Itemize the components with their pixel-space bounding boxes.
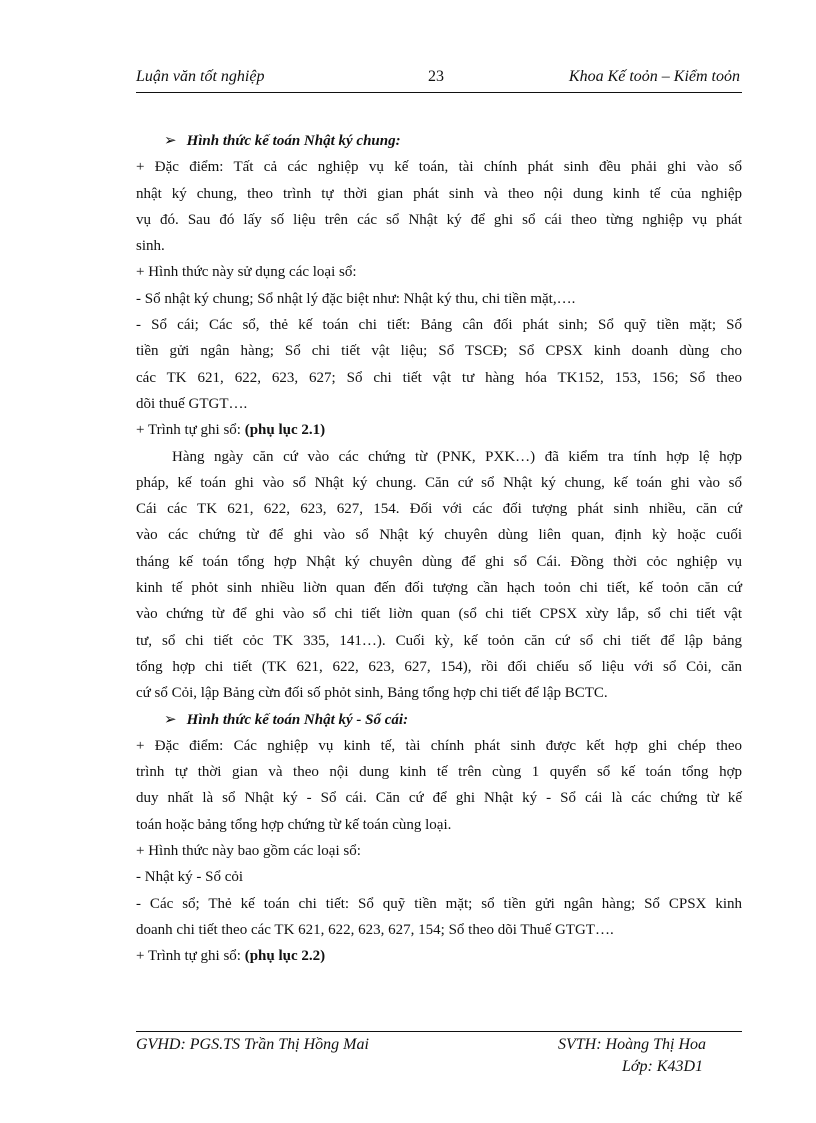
text-line: doanh chi tiết theo các TK 621, 622, 623, 627, 154; Sổ theo dõi Thuế GTGT…. — [136, 921, 614, 938]
page-header — [136, 68, 742, 90]
text-line: pháp, kế toán ghi vào sổ Nhật ký chung. Căn cứ sổ Nhật ký chung, kế toán ghi vào sổ — [136, 474, 742, 491]
text-line: duy nhất là sổ Nhật ký - Sổ cái. Căn cứ để ghi Nhật ký - Sổ cái là các chứng từ kế — [136, 790, 742, 807]
text-line: - Sổ nhật ký chung; Sổ nhật lý đặc biệt như: Nhật ký thu, chi tiền mặt,…. — [136, 290, 576, 307]
sequence-line — [136, 943, 742, 969]
text-line: cứ sổ Cỏi, lập Bảng cừn đối số phỏt sinh, Bảng tổng hợp chi tiết để lập BCTC. — [136, 685, 608, 702]
text-line: nhật ký chung, theo trình tự thời gian phát sinh và theo nội dung kinh tế của nghiệp — [136, 185, 742, 202]
text-line: vụ đó. Sau đó lấy số liệu trên các sổ Nhật ký để ghi sổ cái theo từng nghiệp vụ phát — [136, 211, 742, 228]
section-heading — [136, 707, 742, 733]
section-heading-text: Hình thức kế toán Nhật ký - Sổ cái: — [186, 711, 409, 728]
text-line: + Đặc điểm: Tất cả các nghiệp vụ kế toán, tài chính phát sinh đều phải ghi vào sổ — [136, 159, 742, 176]
advisor-label: GVHD: PGS.TS Trần Thị Hồng Mai — [136, 1036, 369, 1053]
page-number: 23 — [428, 68, 444, 85]
text-line: + Hình thức này sử dụng các loại sổ: — [136, 264, 357, 281]
text-line: vào chứng từ để ghi vào sổ chi tiết liờn quan (sổ chi tiết CPSX xừy lắp, sổ chi tiết vật — [136, 606, 742, 623]
text-line: tiền gửi ngân hàng; Sổ chi tiết vật liệu; Sổ TSCĐ; Sổ CPSX kinh doanh dùng cho — [136, 343, 742, 360]
text-line: Cái các TK 621, 622, 623, 627, 154. Đối với các đối tượng phát sinh nhiều, căn cứ — [136, 501, 742, 518]
text-line: tổng hợp chi tiết (TK 621, 622, 623, 627, 154), rồi đối chiếu số liệu với sổ Cỏi, căn — [136, 658, 742, 675]
text-line: sinh. — [136, 238, 165, 255]
text-line: tháng kế toán tổng hợp Nhật ký chuyên dùng để ghi sổ Cái. Đồng thời cỏc nghiệp vụ — [136, 553, 742, 570]
student-label: SVTH: Hoàng Thị Hoa — [558, 1036, 707, 1053]
footer-divider — [136, 1031, 742, 1032]
text-line: Hàng ngày căn cứ vào các chứng từ (PNK, PXK…) đã kiểm tra tính hợp lệ hợp — [172, 448, 742, 465]
sequence-label: + Trình tự ghi sổ: — [136, 948, 245, 965]
class-label: Lớp: K43D1 — [622, 1058, 703, 1075]
text-line: + Đặc điểm: Các nghiệp vụ kinh tế, tài chính phát sinh được kết hợp ghi chép theo — [136, 737, 742, 754]
sequence-label: + Trình tự ghi sổ: — [136, 422, 245, 439]
sequence-line — [136, 417, 742, 443]
appendix-reference: (phụ lục 2.2) — [244, 948, 326, 965]
arrow-bullet-icon: ➢ — [164, 133, 177, 149]
arrow-bullet-icon: ➢ — [164, 711, 177, 728]
text-line: + Hình thức này bao gồm các loại sổ: — [136, 843, 361, 860]
text-line: các TK 621, 622, 623, 627; Sổ chi tiết vật tư hàng hóa TK152, 153, 156; Sổ theo — [136, 369, 742, 386]
text-line: - Nhật ký - Sổ cỏi — [136, 869, 244, 886]
text-line: kinh tế phỏt sinh nhiều liờn quan đến đối tượng cần hạch toỏn chi tiết, kế toỏn căn cứ — [136, 580, 742, 597]
text-line: toán hoặc bảng tổng hợp chứng từ kế toán cùng loại. — [136, 816, 452, 833]
appendix-reference: (phụ lục 2.1) — [244, 422, 326, 439]
text-line: - Sổ cái; Các sổ, thẻ kế toán chi tiết: Bảng cân đối phát sinh; Sổ quỹ tiền mặt; Sổ — [136, 317, 742, 334]
text-line: vào các chứng từ để ghi vào sổ Nhật ký chuyên dùng liên quan, định kỳ hoặc cuối — [136, 527, 742, 544]
section-heading — [136, 128, 742, 154]
header-divider — [136, 92, 742, 93]
text-line: dõi thuế GTGT…. — [136, 395, 248, 412]
text-line: tư, sổ chi tiết cỏc TK 335, 141…). Cuối kỳ, kế toỏn căn cứ sổ chi tiết để lập bảng — [136, 632, 742, 649]
text-line: - Các sổ; Thẻ kế toán chi tiết: Sổ quỹ tiền mặt; sổ tiền gửi ngân hàng; Sổ CPSX kinh — [136, 895, 742, 912]
text-line: trình tự thời gian và theo nội dung kinh tế trên cùng 1 quyển sổ kế toán tổng hợp — [136, 764, 742, 781]
page-body — [136, 128, 742, 970]
thesis-label: Luận văn tốt nghiệp — [136, 68, 265, 85]
faculty-label: Khoa Kế toỏn – Kiểm toỏn — [568, 68, 740, 85]
section-heading-text: Hình thức kế toán Nhật ký chung: — [186, 133, 401, 149]
